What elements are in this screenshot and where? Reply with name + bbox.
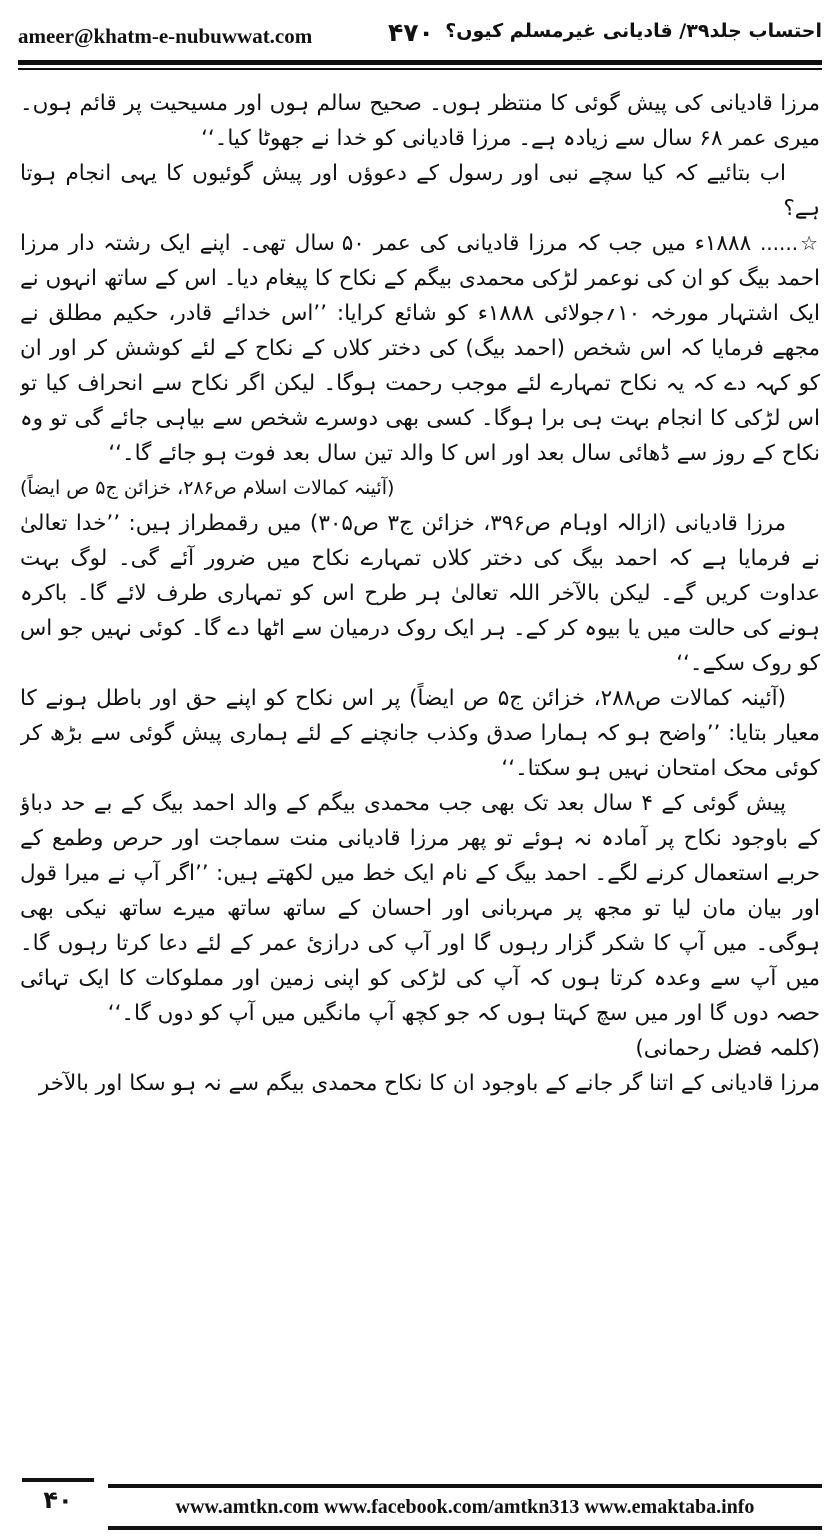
page-footer	[0, 1478, 840, 1540]
paragraph-2: اب بتائیے کہ کیا سچے نبی اور رسول کے دعوؤں اور پیش گوئیوں کا یہی انجام ہوتا ہے؟	[20, 161, 820, 221]
header-page-number: ۴۷۰	[388, 18, 434, 47]
footer-urls: www.amtkn.com www.facebook.com/amtkn313 www.emaktaba.info	[175, 1496, 755, 1518]
paragraph-3-text: ۱۸۸۸ء میں جب کہ مرزا قادیانی کی عمر ۵۰ سال تھی۔ اپنے ایک رشتہ دار مرزا احمد بیگ کو ان کی نوعمر لڑکی محمدی بیگم کے نکاح کا پیغام دیا۔ اس کے ساتھ انہوں نے ایک اشتہار مورخہ ۱۰؍جولائی ۱۸۸۸ء کو شائع کرایا: ’’اس خدائے قادر، حکیم مطلق نے مجھے فرمایا کہ اس شخص (احمد بیگ) کی دختر کلاں کے نکاح کے لئے کوشش کر اور ان کو کہہ دے کہ یہ نکاح تمہارے لئے موجب رحمت ہوگا۔ لیکن اگر نکاح سے انحراف کیا تو اس لڑکی کا انجام بہت ہی برا ہوگا۔ کسی بھی دوسرے شخص سے بیاہی جائے گی تو وہ نکاح کے روز سے ڈھائی سال بعد اور اس کا والد تین سال بعد فوت ہو جائے گا۔‘‘	[20, 231, 820, 466]
star-icon: ☆......	[759, 231, 820, 255]
footer-page-number: ۴۰	[22, 1478, 94, 1526]
paragraph-7: مرزا قادیانی کے اتنا گر جانے کے باوجود ان کا نکاح محمدی بیگم سے نہ ہو سکا اور بالآخر	[38, 1071, 820, 1096]
header-email: ameer@khatm-e-nubuwwat.com	[18, 24, 313, 48]
footer-rule-bottom	[108, 1526, 822, 1530]
footer-rule-top	[108, 1484, 822, 1488]
citation-1: (آئینہ کمالات اسلام ص۲۸۶، خزائن ج۵ ص ایضاً)	[20, 477, 395, 499]
page-header	[0, 0, 840, 66]
header-title: احتساب جلد۳۹/ قادیانی غیرمسلم کیوں؟	[445, 20, 822, 42]
header-rule-thick	[18, 60, 822, 65]
page-body	[20, 86, 820, 1462]
paragraph-1: مرزا قادیانی کی پیش گوئی کا منتظر ہوں۔ صحیح سالم ہوں اور مسیحیت پر قائم ہوں۔ میری عمر ۶۸ سال سے زیادہ ہے۔ مرزا قادیانی کو خدا نے جھوٹا کیا۔‘‘	[20, 91, 820, 151]
paragraph-4: مرزا قادیانی (ازالہ اوہام ص۳۹۶، خزائن ج۳ ص۳۰۵) میں رقمطراز ہیں: ’’خدا تعالیٰ نے فرمایا ہے کہ احمد بیگ کی دختر کلاں تمہارے نکاح میں ضرور آئے گی۔ لوگ بہت عداوت کریں گے۔ لیکن بالآخر اللہ تعالیٰ ہر طرح اس کو تمہاری طرف لائے گا۔ باکرہ ہونے کی حالت میں یا بیوہ کر کے۔ ہر ایک روک درمیان سے اٹھا دے گا۔ کوئی نہیں جو اس کو روک سکے۔‘‘	[20, 511, 820, 676]
paragraph-6: پیش گوئی کے ۴ سال بعد تک بھی جب محمدی بیگم کے والد احمد بیگ کے بے حد دباؤ کے باوجود نکاح پر آمادہ نہ ہوئے تو پھر مرزا قادیانی منت سماجت اور حرص وطمع کے حربے استعمال کرنے لگے۔ احمد بیگ کے نام ایک خط میں لکھتے ہیں: ’’اگر آپ نے میرا قول اور بیان مان لیا تو مجھ پر مہربانی اور احسان کے ساتھ ساتھ میرے ساتھ نیکی بھی ہوگی۔ میں آپ کا شکر گزار رہوں گا اور آپ کی درازیٔ عمر کے لئے دعا کرتا رہوں گا۔ میں آپ سے وعدہ کرتا ہوں کہ آپ کی لڑکی کو اپنی زمین اور مملوکات کا ایک تہائی حصہ دوں گا اور میں سچ کہتا ہوں کہ جو کچھ آپ مانگیں میں آپ کو دوں گا۔‘‘	[20, 791, 820, 1026]
citation-row-1	[20, 471, 820, 506]
paragraph-5: (آئینہ کمالات ص۲۸۸، خزائن ج۵ ص ایضاً) پر اس نکاح کو اپنے حق اور باطل ہونے کا معیار بتایا: ’’واضح ہو کہ ہمارا صدق وکذب جانچنے کے لئے ہماری پیش گوئی سے بڑھ کر کوئی محک امتحان نہیں ہو سکتا۔‘‘	[20, 686, 820, 781]
citation-2: (کلمہ فضل رحمانی)	[635, 1036, 820, 1061]
header-rule-thin	[18, 68, 822, 70]
paragraph-3	[20, 226, 820, 471]
